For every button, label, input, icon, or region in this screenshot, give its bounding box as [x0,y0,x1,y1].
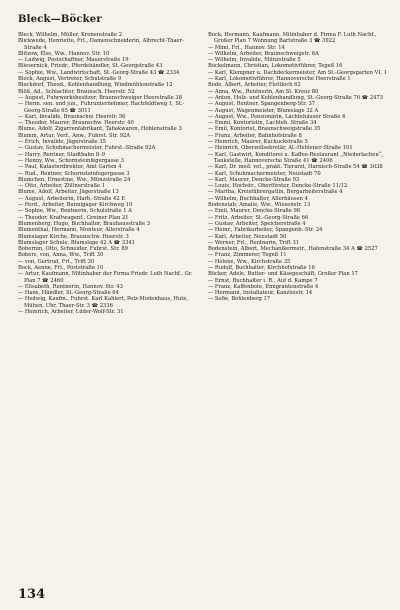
directory-entry: Blumslager Kirche, Braunschw. Heerstr. 3 [18,233,129,240]
directory-entry: Blumenthal, Hermann, Monteur, Allerstraße 4 [18,227,140,234]
directory-entry: — Anna, Ww., Rentnerin, Am St. Kreuz 80 [208,88,319,95]
directory-entry: — Sofie, Bohlenberg 17 [208,296,271,303]
directory-entry: — Rudolf, Buchhalter, Kirchhofstraße 16 [208,264,315,271]
directory-entry: Blöß, Ad., Schlachter, Braunsch. Heerstr. 52 [18,88,135,95]
directory-entry: — Otto, Arbeiter, Zöllnerstraße 1 [18,183,106,190]
directory-entry: — Karl, Lokomotivführer, Hannoversche Heerstraße 1 [208,76,351,83]
directory-entry: Blitzow, Else, Ww., Hannov. Str. 10 [18,50,110,57]
directory-entry: — August, Wagenmeister, Blumslage 32 A [208,107,319,114]
directory-entry: — Ferd., Arbeiter, Bunnigager Kirchweg 10 [18,202,133,209]
directory-entry: Bodenstab, Amalie, Ww., Wiesenstr. 13 [208,202,311,209]
directory-entry: — August, Arbeiterin, Harb.-Straße 42 E [18,195,126,202]
directory-entry: — Wilhelm, Arbeiter, Braunschweigstr. 6A [208,50,319,57]
directory-entry: — Franz, Arbeiter, Bahnhofstraße 8 [208,132,302,139]
directory-entry: Blumchen, Ernestine, Ww., Münzstraße 24 [18,176,131,183]
directory-entry: Bodenstein, Albert, Mechanikermstr., Hafenstraße 34 A ☎ 2527 [208,246,378,253]
directory-entry: — Henny, Ww., Schornsteinfegergasse 3 [18,157,124,164]
directory-entry: — Wilhelm, Buchhalter, Allerhäusen 4 [208,195,308,202]
directory-entry: Bobers, von, Anna, Ww., Trift 30 [18,252,104,259]
directory-entry: — Franz, Kaffenbote, Emigrantenstraße 4 [208,283,319,290]
directory-entry: — Karl, Klempner u. Dachdeckermeister, Am St.-Georgsgarten VI, 1 [208,69,388,76]
directory-entry: Bleck, Wilhelm, Müller, Kronenstraße 2 [18,32,123,38]
directory-entry: — Werner, Frl., Rentnerin, Trift 31 [208,239,300,246]
directory-entry: — Fritz, Arbeiter, St.-Georg-Straße 66 [208,214,309,221]
directory-entry: — Helene, Ww., Kirchstraße 35 [208,258,291,265]
directory-entry: — August, Rentner, Spangenberg-Str. 37 [208,101,316,108]
running-head: Bleck—Böcker [18,14,102,25]
directory-entry: — Theodor, Kraftwagenf., Greiner Plan 21 [18,214,129,221]
directory-entry: — Sophie, Ww., Landwirtschaft, St.-Georg-Straße 43 ☎ 2334 [18,69,180,76]
directory-entry: Bock, Aenne, Frl., Poststraße 10 [18,264,104,271]
directory-entry: — Mimi, Frl., Hannov. Str. 14 [208,44,285,51]
directory-entry: — Artur, Kaufmann, Mitinhaber der Firma Friedr. Luth Nachf., Gr. Plan 7 ☎ 2460 [18,271,193,284]
directory-entry: — Theodor, Maurer, Braunschw. Heerstr. 40 [18,120,134,127]
directory-entry: — Emil, Maurer, Dencke-Straße 98 [208,208,301,215]
directory-entry: — Hermann, Installateur, Kanzleistr. 14 [208,290,313,297]
directory-entry: — Emil, Kontorist, Braunschweigstraße 35 [208,126,321,133]
directory-entry: Blume, Adolf, Arbeiter, Jägerstraße 13 [18,189,119,196]
directory-entry: Blumm, Artur, Verf., Anw., Fuhrst. Str. 92A [18,132,131,139]
directory-entry: Bliesernick, Friedr., Pferdehändler, St.-Georgstraße 43 [18,63,163,70]
directory-entry: — Heinrich, Maurer, Kuckuckstraße 5 [208,139,308,146]
directory-entry: — Harry, Rentner, Stadtbahn 8–9 [18,151,106,158]
directory-entry: — Franz, Zimmerer, Tegeß 11 [208,252,287,259]
directory-entry: — Karl, Dr. med. vet., prakt. Tierarzt, Harnisch-Straße 54 ☎ 3038 [208,164,383,171]
directory-entry: — von, Gertrud, Frl., Trift 30 [18,258,95,265]
directory-entry: — Karl, Arbeiter, Neustadt 50 [208,233,287,240]
directory-entry: — Gustav, Arbeiter, Speicherstraße 4 [208,220,306,227]
directory-entry: Blumenberg, Hugo, Buchhalter, Brauhausstraße 3 [18,220,151,227]
directory-entry: — Ernst, Buchhalter i. R., Auf d. Kampe 7 [208,277,318,284]
directory-entry: — Sophie, Ww., Rentnerin, Schulstraße 1 A [18,208,132,215]
directory-entry: Blumslager Schule, Blumslage 42 A ☎ 3341 [18,239,135,246]
directory-entry: Blickwede, Henriette, Frl., Damenschneiderin, Albrecht-Thaer-Straße 4 [18,38,184,51]
right-column [208,32,388,572]
directory-entry: — Hedwig, Kaufm., Fuhrst. Karl Kahlert, Pelz-Modenhaus, Hute, Mühen, Uhr, Thaer-Str. 3 ☎ 2336 [18,296,189,309]
directory-entry: — Gustav, Schuhmachermeister, Fuhrst.-Straße 92A [18,145,156,152]
directory-entry: — Heinrich, Oberzollsekretär, Al.-Hehlener-Straße 101 [208,145,353,152]
directory-entry: Bock, Hermann, Kaufmann, Mitinhaber d. Firma F. Luth Nachf., Großer Plan 7 Wohnung Bartstraße 3 ☎ 3922 [208,32,377,45]
directory-entry: — Emmi, Kontoristin, Lachteh. Straße 34 [208,120,317,127]
directory-entry: — Anton, Holz- und Kohlenhandlung, St.-Georg-Straße 76 ☎ 2473 [208,94,384,101]
directory-entry: — Karl, Invalide, Braunschw. Heerstr. 56 [18,113,126,120]
directory-entry: — Louis, Hochstr., Oberförster, Dencke-Straße 11/12 [208,183,348,190]
directory-entry: — Hans, Händler, St.-Georg-Straße 64 [18,290,119,297]
directory-entry: — Elisabeth, Rentnerin, Hannov. Str. 43 [18,283,123,290]
directory-entry: — Karl, Maurer, Dencke-Straße 93 [208,176,300,183]
directory-entry: Blume, Adolf, Zigarrenfabrikant, Tabakwaren, Hohlenstraße 3 [18,126,182,133]
directory-entry: — August, Fuhrwerksbesitzer, Braunschweiger Heerstraße 38 [18,94,182,101]
directory-entry: — Paul, Katasterdirektor, Amt Garten 4 [18,164,122,171]
left-column [18,32,198,572]
directory-entry: — Wilhelm, Invalide, Münzstraße 5 [208,57,301,64]
directory-entry: — Karl, Gastwirt, Konditorei u. Kaffee-Restaurant „Niederlachen“, Tankstelle, Hannoversche Straße 41 ☎ 2406 [208,151,383,164]
page-header [18,14,388,30]
directory-entry: — Heinrich, Arbeiter, Lüder-Wolf-Str. 31 [18,309,124,316]
directory-entry: — Erich, Invalide, Jägerstraße 35 [18,139,106,146]
directory-entry: Blockdorf, Theod., Kohlenhandlung, Windmühlenstraße 12 [18,82,173,89]
directory-entry: — Rud., Rentner, Schornsteinfegergasse 3 [18,170,130,177]
directory-entry: Bobernin, Otto, Schneider, Fuhrst. Str. 89 [18,246,129,253]
directory-entry: — Herm. sen. und jun., Fuhrunternehmer, Hachfeldtweg 1, St.-Georg-Straße 65 ☎ 3011 [18,101,185,114]
page-number: 134 [18,587,46,602]
directory-entry: — Heinr., Fabrikarbeiter, Spangenb.-Str. 24 [208,227,323,234]
directory-entry: Böcker, Adele, Butter- und Käsegeschäft, Großer Plan 17 [208,271,358,278]
directory-entry: Bockelmann, Christian, Lokomotivführer, Tegeß 16 [208,63,343,70]
directory-entry: — August, Ww., Pensionärin, Lachtehäuser Straße 4 [208,113,346,120]
directory-entry: — Martha, Kreisführergattin, Bergarbeiterstraße 4 [208,189,343,196]
directory-columns [18,32,388,572]
directory-entry: — Ludwig, Postschaffner, Mauerstraße 19 [18,57,129,64]
directory-entry: — Karl, Schuhmachermeister, Neustadt 70 [208,170,321,177]
directory-entry: Bode, Albert, Arbeiter, Flottloch 62 [208,82,301,89]
directory-entry: Block, August, Vertreter, Schulstraße 9 [18,76,122,83]
